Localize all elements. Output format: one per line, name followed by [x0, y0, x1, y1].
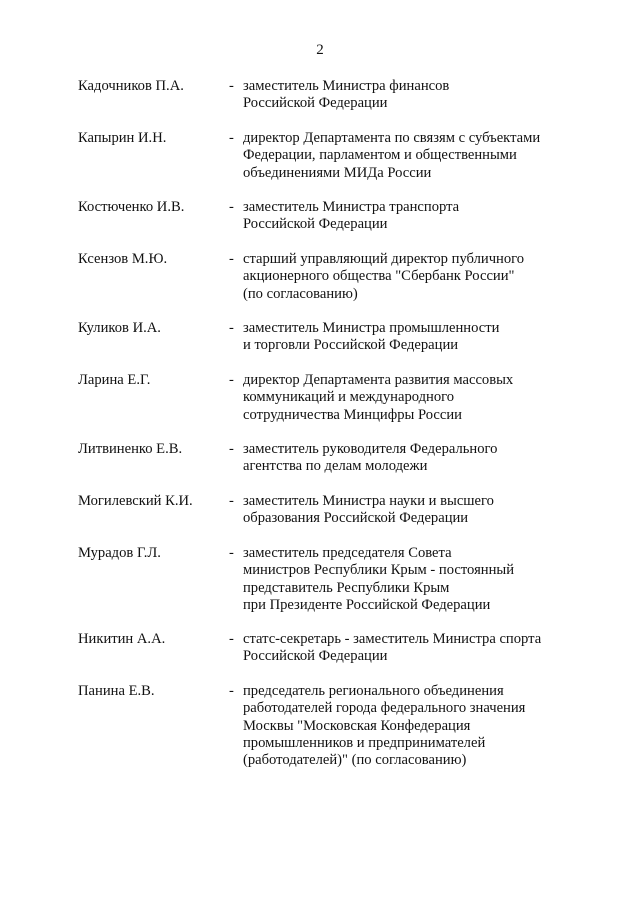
position-line: заместитель Министра промышленности — [243, 320, 500, 336]
position-line: объединениями МИДа России — [243, 164, 432, 181]
position-line: заместитель руководителя Федерального — [243, 441, 498, 457]
position-line: представитель Республики Крым — [243, 579, 450, 596]
position-line: директор Департамента развития массовых — [243, 372, 514, 388]
separator-dash: - — [229, 631, 234, 647]
person-name: Капырин И.Н. — [78, 130, 167, 146]
position-line: промышленников и предпринимателей — [243, 734, 486, 751]
separator-dash: - — [229, 320, 234, 336]
position-description — [243, 320, 583, 355]
separator-dash: - — [229, 78, 234, 94]
person-name: Кадочников П.А. — [78, 78, 184, 94]
position-line: акционерного общества "Сбербанк России" — [243, 268, 515, 285]
person-name: Костюченко И.В. — [78, 199, 185, 215]
position-line: при Президенте Российской Федерации — [243, 596, 491, 613]
separator-dash: - — [229, 251, 234, 267]
position-line: статс-секретарь - заместитель Министра спорта — [243, 631, 542, 647]
page-number: 2 — [316, 42, 324, 58]
position-description — [243, 199, 583, 234]
position-description — [243, 545, 583, 614]
position-description — [243, 441, 583, 476]
position-line: образования Российской Федерации — [243, 510, 469, 527]
position-line: заместитель Министра транспорта — [243, 199, 460, 215]
person-name: Панина Е.В. — [78, 683, 155, 699]
separator-dash: - — [229, 683, 234, 699]
position-description — [243, 493, 583, 528]
position-line: Москвы "Московская Конфедерация — [243, 717, 471, 734]
separator-dash: - — [229, 199, 234, 215]
position-line: агентства по делам молодежи — [243, 458, 428, 475]
position-line: директор Департамента по связям с субъектами — [243, 130, 541, 146]
separator-dash: - — [229, 493, 234, 509]
position-line: заместитель Министра науки и высшего — [243, 493, 494, 509]
position-line: старший управляющий директор публичного — [243, 251, 525, 267]
position-line: Российской Федерации — [243, 216, 388, 233]
person-name: Ксензов М.Ю. — [78, 251, 168, 267]
position-line: работодателей города федерального значения — [243, 700, 526, 717]
position-description — [243, 631, 583, 666]
position-line: (по согласованию) — [243, 285, 358, 302]
separator-dash: - — [229, 441, 234, 457]
position-description — [243, 683, 583, 769]
position-description — [243, 372, 583, 424]
person-name: Литвиненко Е.В. — [78, 441, 183, 457]
position-line: министров Республики Крым - постоянный — [243, 562, 515, 579]
separator-dash: - — [229, 372, 234, 388]
person-name: Ларина Е.Г. — [78, 372, 151, 388]
position-description — [243, 130, 583, 182]
position-description — [243, 251, 583, 303]
separator-dash: - — [229, 545, 234, 561]
person-name: Мурадов Г.Л. — [78, 545, 161, 561]
position-line: коммуникаций и международного — [243, 389, 455, 406]
position-line: Федерации, парламентом и общественными — [243, 147, 517, 164]
person-name: Никитин А.А. — [78, 631, 166, 647]
position-line: председатель регионального объединения — [243, 683, 504, 699]
position-line: сотрудничества Минцифры России — [243, 406, 462, 423]
position-description — [243, 78, 583, 113]
position-line: Российской Федерации — [243, 648, 388, 665]
position-line: и торговли Российской Федерации — [243, 337, 459, 354]
position-line: (работодателей)" (по согласованию) — [243, 752, 467, 769]
position-line: заместитель Министра финансов — [243, 78, 450, 94]
person-name: Могилевский К.И. — [78, 493, 193, 509]
person-name: Куликов И.А. — [78, 320, 161, 336]
position-line: Российской Федерации — [243, 95, 388, 112]
position-line: заместитель председателя Совета — [243, 545, 452, 561]
separator-dash: - — [229, 130, 234, 146]
